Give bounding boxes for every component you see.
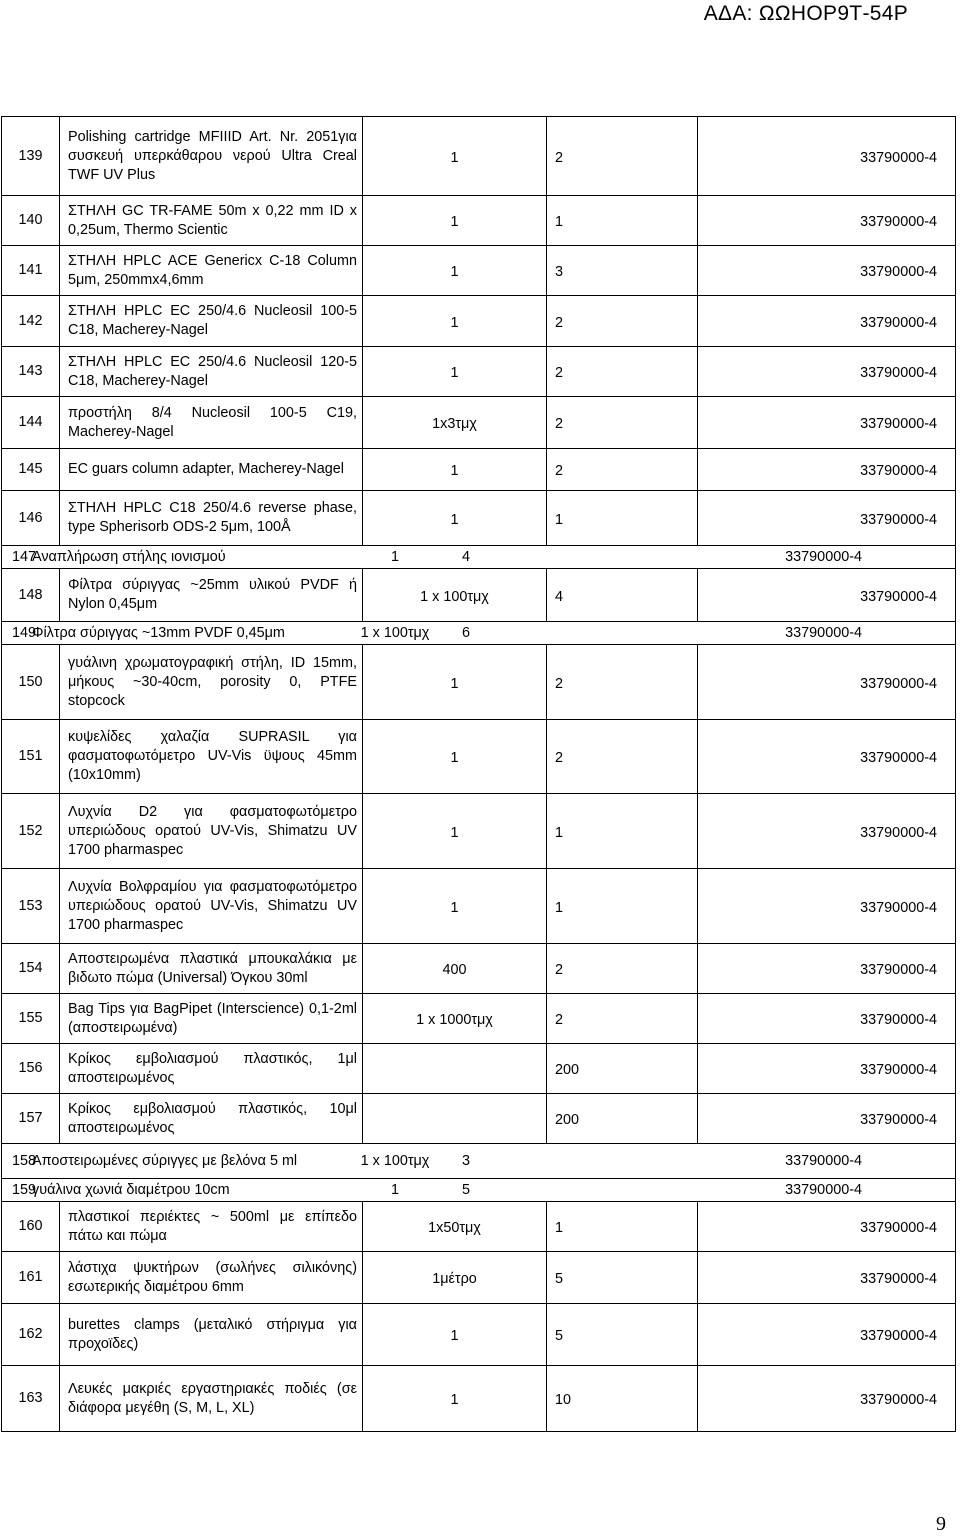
item-amount: 2 <box>547 117 698 196</box>
item-amount: 1 <box>547 869 698 944</box>
item-quantity: 1x50τμχ <box>363 1202 547 1252</box>
item-description: ΣΤΗΛΗ HPLC ACE Genericx C-18 Column 5μm, 250mmx4,6mm <box>60 246 363 296</box>
item-quantity: 1 <box>363 117 547 196</box>
table-row <box>2 397 956 449</box>
table-row <box>2 1366 956 1432</box>
item-amount: 5 <box>547 1252 698 1304</box>
table-row <box>2 720 956 794</box>
item-cpv-code: 33790000-4 <box>698 869 956 944</box>
table-row <box>2 794 956 869</box>
item-number: 158 <box>12 1152 37 1169</box>
item-number: 147 <box>12 548 37 565</box>
merged-row-cell <box>2 1179 956 1202</box>
item-number: 142 <box>2 296 60 347</box>
item-quantity: 1 <box>363 794 547 869</box>
item-number: 149 <box>12 624 37 641</box>
table-row <box>2 347 956 397</box>
item-description: Bag Tips για BagPipet (Interscience) 0,1-2ml (αποστειρωμένα) <box>60 994 363 1044</box>
item-cpv-code: 33790000-4 <box>698 347 956 397</box>
table-row <box>2 1144 956 1179</box>
item-amount: 2 <box>547 645 698 720</box>
item-description: λάστιχα ψυκτήρων (σωλήνες σιλικόνης) εσωτερικής διαμέτρου 6mm <box>60 1252 363 1304</box>
item-cpv-code: 33790000-4 <box>785 624 862 641</box>
item-number: 143 <box>2 347 60 397</box>
item-description: Λευκές μακριές εργαστηριακές ποδιές (σε διάφορα μεγέθη (S, M, L, XL) <box>60 1366 363 1432</box>
item-quantity: 1 <box>363 720 547 794</box>
item-quantity: 1 x 100τμχ <box>360 624 430 641</box>
table-row <box>2 994 956 1044</box>
item-amount: 10 <box>547 1366 698 1432</box>
item-amount: 2 <box>547 449 698 491</box>
item-number: 159 <box>12 1181 37 1198</box>
item-number: 155 <box>2 994 60 1044</box>
item-cpv-code: 33790000-4 <box>698 1202 956 1252</box>
item-description: προστήλη 8/4 Nucleosil 100-5 C19, Macherey-Nagel <box>60 397 363 449</box>
item-number: 162 <box>2 1304 60 1366</box>
item-cpv-code: 33790000-4 <box>698 944 956 994</box>
item-amount: 2 <box>547 994 698 1044</box>
item-description: burettes clamps (μεταλικό στήριγμα για προχοϊδες) <box>60 1304 363 1366</box>
item-quantity: 1 <box>390 548 399 565</box>
item-amount: 1 <box>547 196 698 246</box>
item-cpv-code: 33790000-4 <box>698 196 956 246</box>
item-quantity <box>363 1044 547 1094</box>
item-cpv-code: 33790000-4 <box>698 246 956 296</box>
item-amount: 200 <box>547 1044 698 1094</box>
item-quantity: 1μέτρο <box>363 1252 547 1304</box>
item-cpv-code: 33790000-4 <box>698 720 956 794</box>
item-amount: 3 <box>462 1152 471 1169</box>
item-number: 160 <box>2 1202 60 1252</box>
item-description: ΣΤΗΛΗ HPLC C18 250/4.6 reverse phase, type Spherisorb ODS-2 5μm, 100Å <box>60 491 363 546</box>
item-amount: 1 <box>547 794 698 869</box>
item-number: 153 <box>2 869 60 944</box>
item-description: Αποστειρωμένα πλαστικά μπουκαλάκια με βιδωτο πώμα (Universal) Όγκου 30ml <box>60 944 363 994</box>
item-quantity: 1 <box>363 196 547 246</box>
item-number: 152 <box>2 794 60 869</box>
item-quantity: 1 <box>390 1181 399 1198</box>
table-row <box>2 944 956 994</box>
item-quantity: 400 <box>363 944 547 994</box>
item-cpv-code: 33790000-4 <box>698 1366 956 1432</box>
table-row <box>2 1094 956 1144</box>
item-quantity: 1 <box>363 296 547 347</box>
item-quantity: 1 <box>363 449 547 491</box>
item-number: 150 <box>2 645 60 720</box>
merged-row-cell <box>2 622 956 645</box>
item-description: EC guars column adapter, Macherey-Nagel <box>60 449 363 491</box>
item-cpv-code: 33790000-4 <box>785 1181 862 1198</box>
items-table <box>1 116 956 1432</box>
table-row <box>2 491 956 546</box>
item-cpv-code: 33790000-4 <box>698 1044 956 1094</box>
item-cpv-code: 33790000-4 <box>785 1152 862 1169</box>
item-number: 144 <box>2 397 60 449</box>
item-description: ΣΤΗΛΗ GC TR-FAME 50m x 0,22 mm ID x 0,25um, Thermo Scientic <box>60 196 363 246</box>
item-amount: 2 <box>547 397 698 449</box>
item-cpv-code: 33790000-4 <box>698 449 956 491</box>
table-row <box>2 1304 956 1366</box>
table-row <box>2 1179 956 1202</box>
item-number: 148 <box>2 569 60 622</box>
item-number: 156 <box>2 1044 60 1094</box>
item-cpv-code: 33790000-4 <box>785 548 862 565</box>
item-quantity: 1 <box>363 1304 547 1366</box>
item-quantity: 1 x 100τμχ <box>360 1152 430 1169</box>
item-number: 139 <box>2 117 60 196</box>
table-row <box>2 1252 956 1304</box>
page-number: 9 <box>936 1513 946 1535</box>
item-number: 141 <box>2 246 60 296</box>
table-row <box>2 869 956 944</box>
item-quantity: 1 <box>363 1366 547 1432</box>
item-amount: 2 <box>547 347 698 397</box>
table-row <box>2 296 956 347</box>
item-quantity <box>363 1094 547 1144</box>
item-number: 151 <box>2 720 60 794</box>
item-description: γυάλινα χωνιά διαμέτρου 10cm <box>32 1181 230 1198</box>
item-number: 146 <box>2 491 60 546</box>
table-row <box>2 1044 956 1094</box>
item-amount: 2 <box>547 296 698 347</box>
item-amount: 4 <box>547 569 698 622</box>
table-row <box>2 645 956 720</box>
item-cpv-code: 33790000-4 <box>698 296 956 347</box>
item-description: πλαστικοί περιέκτες ~ 500ml με επίπεδο πάτω και πώμα <box>60 1202 363 1252</box>
item-amount: 2 <box>547 720 698 794</box>
item-description: Αποστειρωμένες σύριγγες με βελόνα 5 ml <box>32 1152 298 1169</box>
item-number: 154 <box>2 944 60 994</box>
table-row <box>2 622 956 645</box>
item-number: 163 <box>2 1366 60 1432</box>
item-amount: 6 <box>462 624 471 641</box>
item-description: Λυχνία Βολφραμίου για φασματοφωτόμετρο υπεριώδους ορατού UV-Vis, Shimatzu UV 1700 pharmaspec <box>60 869 363 944</box>
item-quantity: 1 x 100τμχ <box>363 569 547 622</box>
item-amount: 5 <box>547 1304 698 1366</box>
item-amount: 2 <box>547 944 698 994</box>
item-quantity: 1 <box>363 869 547 944</box>
item-number: 161 <box>2 1252 60 1304</box>
merged-row-cell <box>2 546 956 569</box>
ada-code: ΑΔΑ: ΩΩΗΟΡ9Τ-54Ρ <box>703 2 908 25</box>
item-description: Λυχνία D2 για φασματοφωτόμετρο υπεριώδους ορατού UV-Vis, Shimatzu UV 1700 pharmaspec <box>60 794 363 869</box>
item-cpv-code: 33790000-4 <box>698 1252 956 1304</box>
merged-row-cell <box>2 1144 956 1179</box>
item-cpv-code: 33790000-4 <box>698 1304 956 1366</box>
item-cpv-code: 33790000-4 <box>698 117 956 196</box>
item-quantity: 1 <box>363 347 547 397</box>
item-description: ΣΤΗΛΗ HPLC EC 250/4.6 Nucleosil 120-5 C18, Macherey-Nagel <box>60 347 363 397</box>
table-row <box>2 1202 956 1252</box>
item-cpv-code: 33790000-4 <box>698 794 956 869</box>
table-row <box>2 246 956 296</box>
item-quantity: 1 <box>363 246 547 296</box>
item-amount: 1 <box>547 1202 698 1252</box>
item-amount: 5 <box>462 1181 471 1198</box>
table-row <box>2 449 956 491</box>
item-description: Κρίκος εμβολιασμού πλαστικός, 10μl αποστειρωμένος <box>60 1094 363 1144</box>
item-description: Αναπλήρωση στήλης ιονισμού <box>32 548 226 565</box>
item-cpv-code: 33790000-4 <box>698 1094 956 1144</box>
item-number: 140 <box>2 196 60 246</box>
item-quantity: 1 <box>363 645 547 720</box>
item-quantity: 1 x 1000τμχ <box>363 994 547 1044</box>
item-description: κυψελίδες χαλαζία SUPRASIL για φασματοφωτόμετρο UV-Vis ϋψους 45mm (10x10mm) <box>60 720 363 794</box>
item-quantity: 1 <box>363 491 547 546</box>
item-amount: 3 <box>547 246 698 296</box>
item-description: Φίλτρα σύριγγας ~25mm υλικού PVDF ή Nylon 0,45μm <box>60 569 363 622</box>
item-cpv-code: 33790000-4 <box>698 491 956 546</box>
item-description: Φίλτρα σύριγγας ~13mm PVDF 0,45μm <box>32 624 285 641</box>
item-number: 157 <box>2 1094 60 1144</box>
table-row <box>2 196 956 246</box>
item-cpv-code: 33790000-4 <box>698 569 956 622</box>
item-amount: 1 <box>547 491 698 546</box>
item-cpv-code: 33790000-4 <box>698 645 956 720</box>
table-row <box>2 117 956 196</box>
table-row <box>2 569 956 622</box>
item-description: ΣΤΗΛΗ HPLC EC 250/4.6 Nucleosil 100-5 C18, Macherey-Nagel <box>60 296 363 347</box>
item-amount: 4 <box>462 548 471 565</box>
item-amount: 200 <box>547 1094 698 1144</box>
item-cpv-code: 33790000-4 <box>698 994 956 1044</box>
item-description: γυάλινη χρωματογραφική στήλη, ID 15mm, μήκους ~30-40cm, porosity 0, PTFE stopcock <box>60 645 363 720</box>
item-description: Polishing cartridge MFIIID Art. Nr. 2051για συσκευή υπερκάθαρου νερού Ultra Creal TWF UV Plus <box>60 117 363 196</box>
item-quantity: 1x3τμχ <box>363 397 547 449</box>
item-cpv-code: 33790000-4 <box>698 397 956 449</box>
item-description: Κρίκος εμβολιασμού πλαστικός, 1μl αποστειρωμένος <box>60 1044 363 1094</box>
table-row <box>2 546 956 569</box>
item-number: 145 <box>2 449 60 491</box>
